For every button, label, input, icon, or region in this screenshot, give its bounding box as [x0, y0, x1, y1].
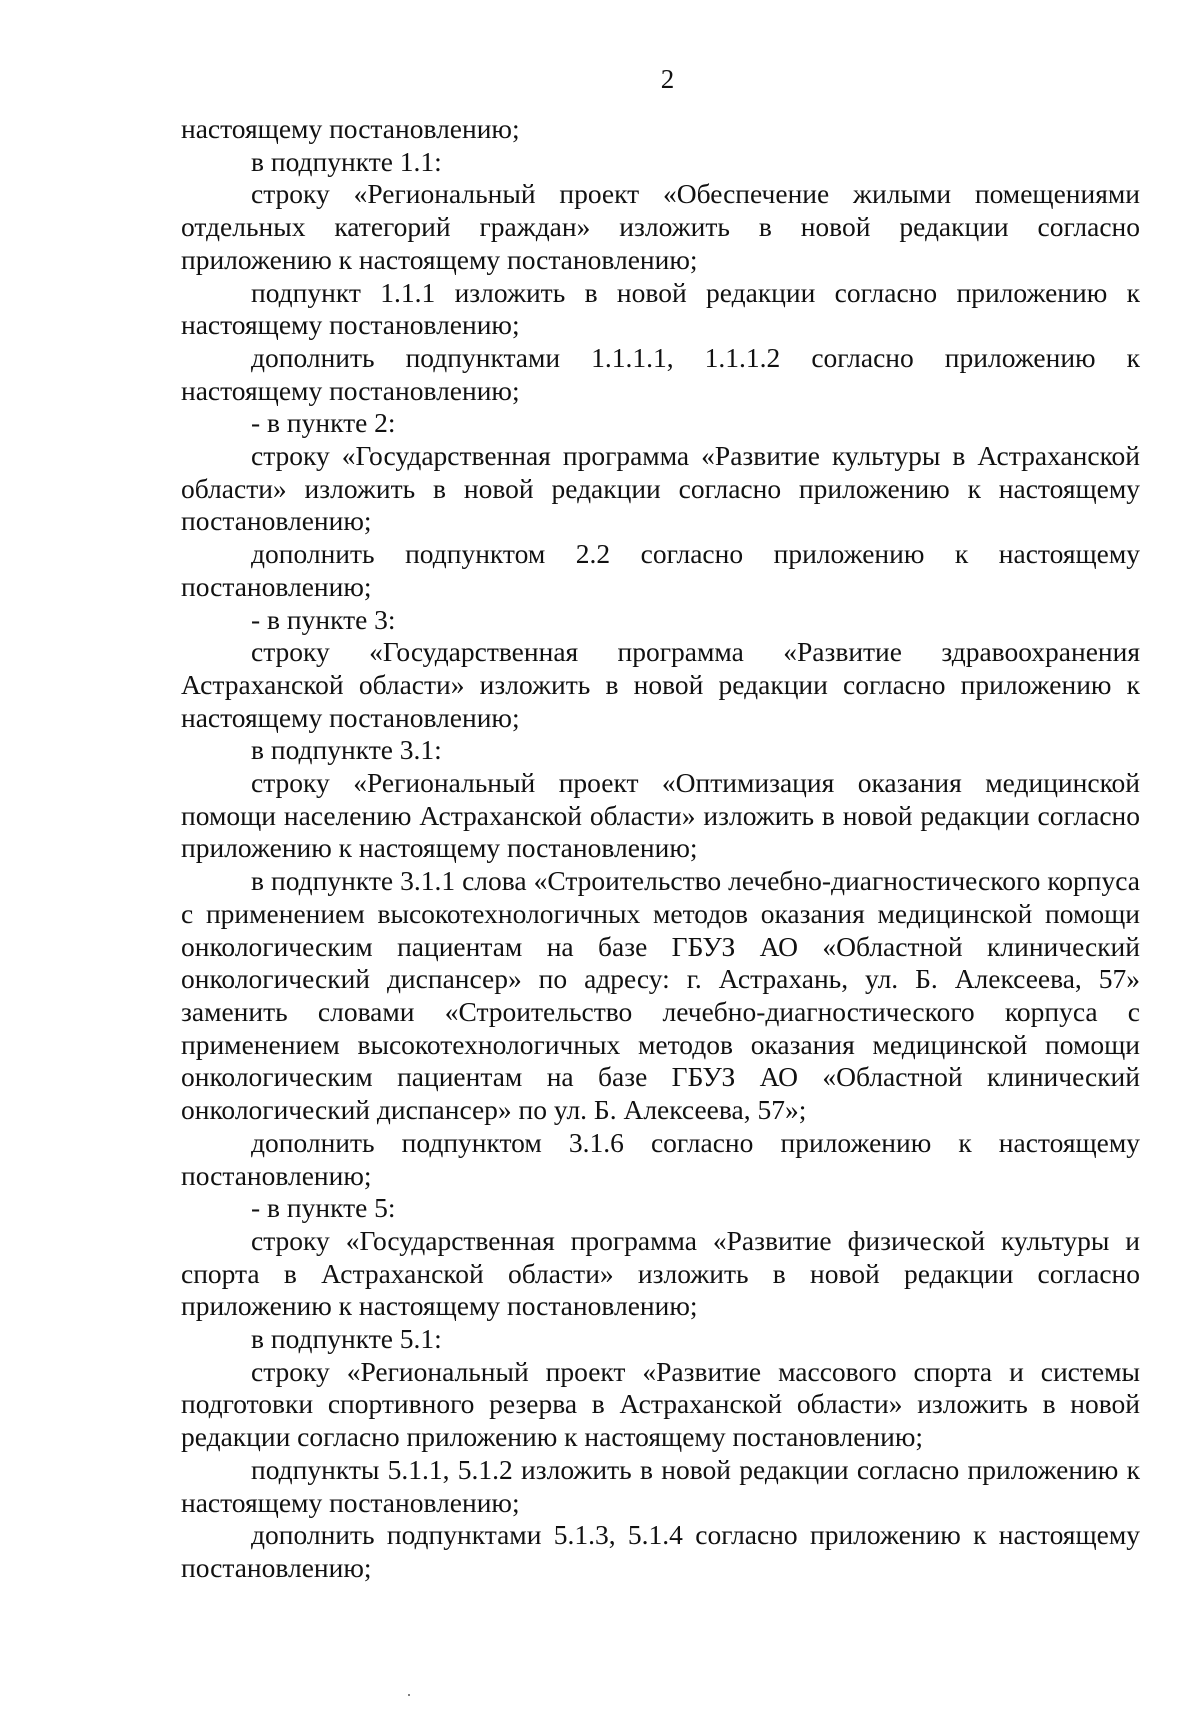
paragraph: строку «Государственная программа «Развитие физической культуры и спорта в Астраханской области» изложить в новой редакции согласно приложению к настоящему постановлению;: [181, 1224, 1140, 1322]
paragraph: строку «Региональный проект «Развитие массового спорта и системы подготовки спортивного резерва в Астраханской области» изложить в новой редакции согласно приложению к настоящему постановлению;: [181, 1355, 1140, 1453]
page-number: 2: [660, 64, 675, 94]
paragraph: в подпункте 3.1.1 слова «Строительство лечебно-диагностического корпуса с применением высокотехнологичных методов оказания медицинской помощи онкологическим пациентам на базе ГБУЗ АО «Областной клинический онкологический диспансер» по адресу: г. Астрахань, ул. Б. Алексеева, 57» заменить словами «Строительство лечебно-диагностического корпуса с применением высокотехнологичных методов оказания медицинской помощи онкологическим пациентам на базе ГБУЗ АО «Областной клинический онкологический диспансер» по ул. Б. Алексеева, 57»;: [181, 865, 1140, 1126]
paragraph: - в пункте 2:: [251, 407, 396, 439]
paragraph: строку «Региональный проект «Оптимизация оказания медицинской помощи населению Астраханской области» изложить в новой редакции согласно приложению к настоящему постановлению;: [181, 767, 1140, 864]
paragraph: дополнить подпунктом 3.1.6 согласно приложению к настоящему постановлению;: [181, 1126, 1140, 1191]
paragraph: строку «Государственная программа «Развитие здравоохранения Астраханской области» изложить в новой редакции согласно приложению к настоящему постановлению;: [181, 636, 1140, 733]
paragraph: дополнить подпунктами 1.1.1.1, 1.1.1.2 согласно приложению к настоящему постановлению;: [181, 341, 1140, 406]
paragraph: строку «Государственная программа «Развитие культуры в Астраханской области» изложить в новой редакции согласно приложению к настоящему постановлению;: [181, 440, 1140, 537]
paragraph: - в пункте 5:: [251, 1192, 396, 1224]
paragraph: дополнить подпунктами 5.1.3, 5.1.4 согласно приложению к настоящему постановлению;: [181, 1519, 1140, 1583]
document-body: [181, 113, 1140, 1585]
paragraph: строку «Региональный проект «Обеспечение жилыми помещениями отдельных категорий граждан» изложить в новой редакции согласно приложению к настоящему постановлению;: [181, 178, 1140, 275]
paragraph: - в пункте 3:: [251, 603, 396, 635]
paragraph: дополнить подпунктом 2.2 согласно приложению к настоящему постановлению;: [181, 538, 1140, 602]
paragraph: подпункты 5.1.1, 5.1.2 изложить в новой редакции согласно приложению к настоящему постановлению;: [181, 1453, 1140, 1518]
paragraph: в подпункте 3.1:: [251, 734, 442, 766]
scan-speck: [408, 1694, 410, 1696]
paragraph: в подпункте 5.1:: [251, 1323, 442, 1355]
paragraph: подпункт 1.1.1 изложить в новой редакции согласно приложению к настоящему постановлению;: [181, 276, 1140, 341]
paragraph: в подпункте 1.1:: [251, 145, 442, 177]
paragraph-continuation: настоящему постановлению;: [181, 113, 520, 144]
